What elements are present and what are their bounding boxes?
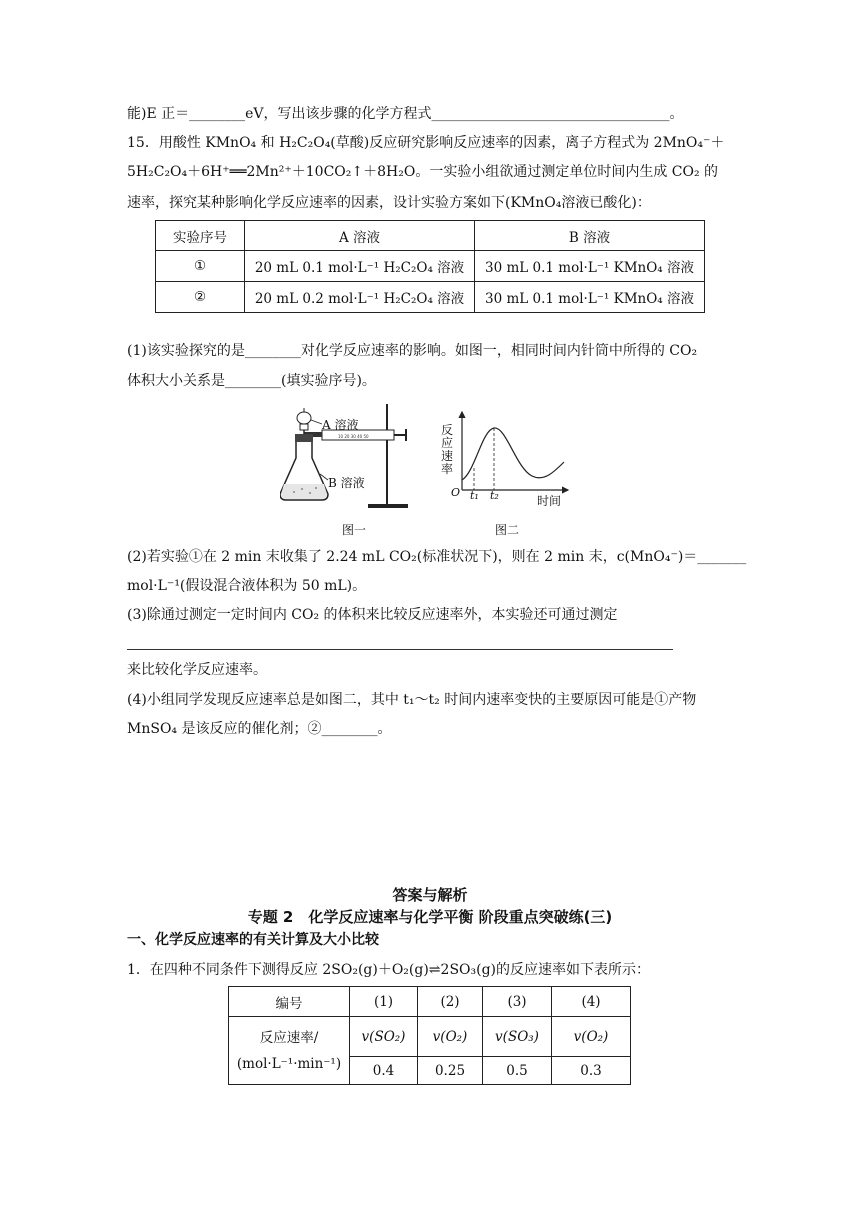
q15-part1-line1: (1)该实验探究的是________对化学反应速率的影响。如图一，相同时间内针筒中所得的 CO₂ <box>127 343 698 359</box>
table-cell: 30 mL 0.1 mol·L⁻¹ KMnO₄ 溶液 <box>475 282 705 313</box>
answers-subtitle: 专题 2 化学反应速率与化学平衡 阶段重点突破练(三) <box>247 908 613 926</box>
q15-part3-line3: 来比较化学反应速率。 <box>127 662 267 678</box>
table-cell: ② <box>156 282 245 313</box>
figure-two-xlabel: 时间 <box>537 494 562 508</box>
experiment-table <box>155 220 705 313</box>
table-row <box>229 1017 631 1057</box>
q14-tail: 能)E 正＝________eV，写出该步骤的化学方程式__________________________________。 <box>127 106 684 122</box>
rate-table <box>228 986 631 1085</box>
table-row <box>156 282 705 313</box>
figure-two-origin: O <box>451 486 461 499</box>
q15-part4-line2: MnSO₄ 是该反应的催化剂；②________。 <box>127 721 392 737</box>
table-header: 编号 <box>229 987 350 1017</box>
answer-blank-line <box>127 649 673 650</box>
q15-part2-line2: mol·L⁻¹(假设混合液体积为 50 mL)。 <box>127 578 367 594</box>
table-header: (2) <box>418 987 483 1017</box>
table-header: (4) <box>552 987 631 1017</box>
table-cell: 30 mL 0.1 mol·L⁻¹ KMnO₄ 溶液 <box>475 251 705 282</box>
q15-line3: 速率，探究某种影响化学反应速率的因素，设计实验方案如下(KMnO₄溶液已酸化)： <box>127 195 651 211</box>
table-cell: v(SO₂) <box>350 1017 418 1057</box>
q15-part1-line2: 体积大小关系是________(填实验序号)。 <box>127 373 376 389</box>
table-row <box>156 251 705 282</box>
figure-one-caption: 图一 <box>342 523 367 537</box>
rate-curve <box>462 428 564 480</box>
q15-line2: 5H₂C₂O₄＋6H⁺══2Mn²⁺＋10CO₂↑＋8H₂O。一实验小组欲通过测定单位时间内生成 CO₂ 的 <box>127 164 719 180</box>
answers-title: 答案与解析 <box>392 886 468 904</box>
figure-two-ylabel: 反应速率 <box>441 423 454 476</box>
q15-part4-line1: (4)小组同学发现反应速率总是如图二，其中 t₁～t₂ 时间内速率变快的主要原因可能是①产物 <box>127 692 697 708</box>
rate-label-line1: 反应速率/ <box>259 1029 319 1046</box>
rate-label-line2: (mol·L⁻¹·min⁻¹) <box>236 1055 342 1072</box>
table-header: A 溶液 <box>245 221 475 251</box>
table-cell: 0.4 <box>350 1057 418 1085</box>
table-header: B 溶液 <box>475 221 705 251</box>
q15-part2-line1: (2)若实验①在 2 min 末收集了 2.24 mL CO₂(标准状况下)，则在 2 min 末，c(MnO₄⁻)＝_______ <box>127 549 747 565</box>
table-header: (3) <box>483 987 552 1017</box>
figure-two-caption: 图二 <box>495 523 520 537</box>
table-cell: ① <box>156 251 245 282</box>
answer-q1-text: 1．在四种不同条件下测得反应 2SO₂(g)＋O₂(g)⇌2SO₃(g)的反应速率如下表所示： <box>127 962 651 978</box>
figure-two-t1: t₁ <box>470 489 479 502</box>
table-cell: 20 mL 0.2 mol·L⁻¹ H₂C₂O₄ 溶液 <box>245 282 475 313</box>
figure-one-label-b: B 溶液 <box>328 476 365 490</box>
table-cell: 0.25 <box>418 1057 483 1085</box>
table-header: 实验序号 <box>156 221 245 251</box>
table-cell: 0.5 <box>483 1057 552 1085</box>
table-cell: v(SO₃) <box>483 1017 552 1057</box>
section-heading: 一、化学反应速率的有关计算及大小比较 <box>127 932 379 948</box>
table-cell: 20 mL 0.1 mol·L⁻¹ H₂C₂O₄ 溶液 <box>245 251 475 282</box>
table-cell: 0.3 <box>552 1057 631 1085</box>
q15-part3-line1: (3)除通过测定一定时间内 CO₂ 的体积来比较反应速率外，本实验还可通过测定 <box>127 607 618 623</box>
table-cell: v(O₂) <box>552 1017 631 1057</box>
table-header: (1) <box>350 987 418 1017</box>
rate-row-label <box>229 1017 350 1085</box>
figure-two-t2: t₂ <box>490 489 499 502</box>
figure-one-label-a: A 溶液 <box>322 418 359 432</box>
q15-line1: 15．用酸性 KMnO₄ 和 H₂C₂O₄(草酸)反应研究影响反应速率的因素，离子方程式为 2MnO₄⁻＋ <box>127 135 725 151</box>
svg-text:10 20 30 40 50: 10 20 30 40 50 <box>338 434 369 439</box>
table-cell: v(O₂) <box>418 1017 483 1057</box>
